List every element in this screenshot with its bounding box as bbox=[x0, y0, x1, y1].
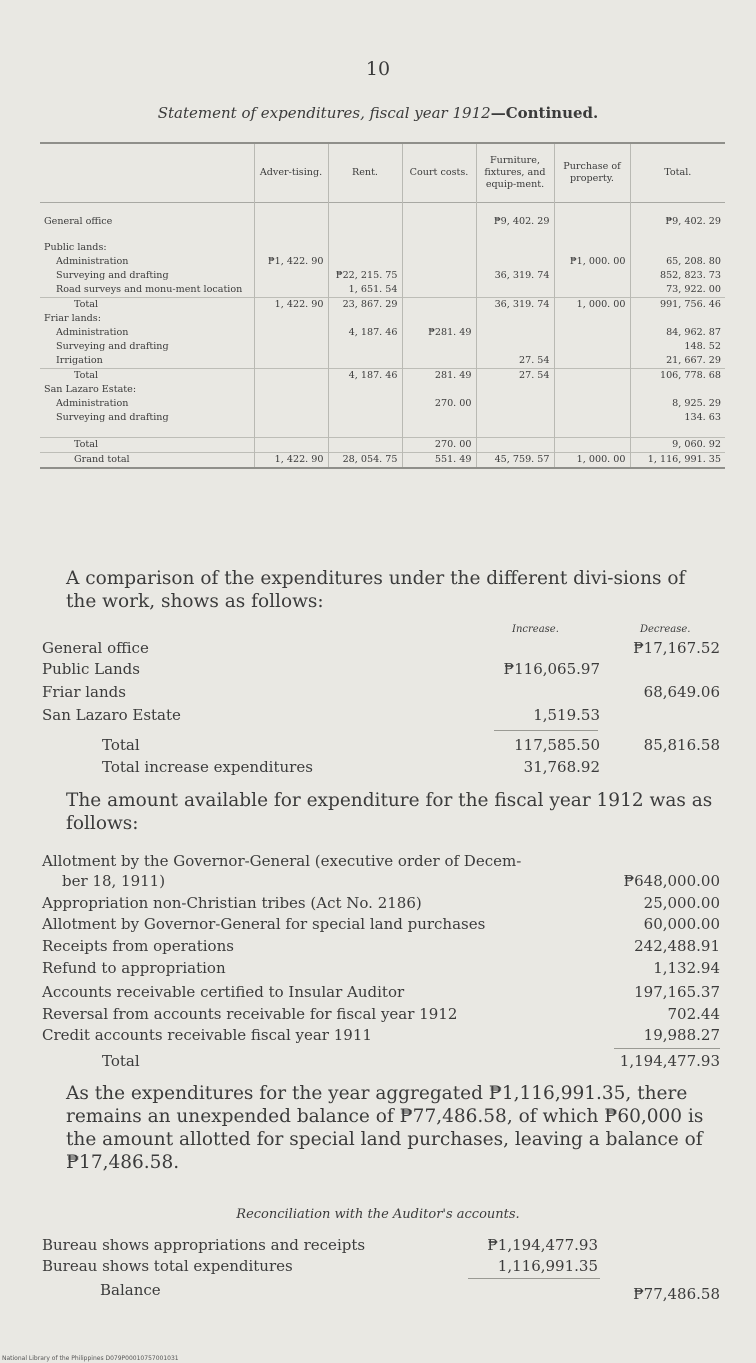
cell bbox=[254, 411, 328, 425]
row-label: Public Lands bbox=[42, 660, 140, 678]
cell bbox=[554, 397, 630, 411]
cell: ₱9, 402. 29 bbox=[630, 215, 725, 229]
table-row bbox=[40, 298, 725, 313]
row-label: Administration bbox=[56, 398, 129, 409]
cell bbox=[328, 397, 402, 411]
expenditures-table bbox=[40, 142, 725, 469]
cell bbox=[328, 340, 402, 354]
table-row bbox=[40, 241, 725, 255]
cell bbox=[402, 298, 476, 313]
library-footer: National Library of the Philippines D079P00010757001031 bbox=[2, 1355, 179, 1362]
cell bbox=[476, 411, 554, 425]
row-label: Grand total bbox=[40, 453, 254, 469]
rule bbox=[494, 730, 598, 731]
cell: 1, 422. 90 bbox=[254, 453, 328, 469]
cell: 27. 54 bbox=[476, 369, 554, 384]
cell: 134. 63 bbox=[630, 411, 725, 425]
header-furniture: Furniture, fixtures, and equip-ment. bbox=[476, 143, 554, 203]
table-caption bbox=[0, 104, 756, 122]
cell bbox=[328, 354, 402, 369]
cell bbox=[630, 383, 725, 397]
cell bbox=[554, 269, 630, 283]
cell: 1, 422. 90 bbox=[254, 298, 328, 313]
comparison-row bbox=[42, 660, 720, 678]
cell bbox=[254, 269, 328, 283]
row-value: ₱1,194,477.93 bbox=[487, 1236, 598, 1254]
row-label: Total increase expenditures bbox=[102, 758, 313, 776]
row-label: General office bbox=[42, 639, 149, 657]
cell bbox=[328, 383, 402, 397]
increase-header: Increase. bbox=[512, 624, 559, 635]
comparison-intro: A comparison of the expenditures under the different divi-sions of the work, shows as follows: bbox=[66, 568, 686, 612]
cell: ₱1, 422. 90 bbox=[254, 255, 328, 269]
cell bbox=[402, 241, 476, 255]
cell: 852, 823. 73 bbox=[630, 269, 725, 283]
cell: 270. 00 bbox=[402, 438, 476, 453]
row-label: General office bbox=[44, 216, 113, 227]
row-label: Allotment by the Governor-General (executive order of Decem- bbox=[42, 852, 522, 870]
cell bbox=[476, 340, 554, 354]
cell bbox=[254, 312, 328, 326]
cell bbox=[476, 255, 554, 269]
available-row bbox=[42, 983, 720, 1001]
cell: 281. 49 bbox=[402, 369, 476, 384]
row-label: Appropriation non-Christian tribes (Act No. 2186) bbox=[42, 894, 422, 912]
cell bbox=[254, 283, 328, 298]
cell bbox=[630, 312, 725, 326]
cell bbox=[254, 340, 328, 354]
cell: ₱9, 402. 29 bbox=[476, 215, 554, 229]
available-row bbox=[42, 1026, 720, 1044]
cell: 4, 187. 46 bbox=[328, 326, 402, 340]
decrease-value: 68,649.06 bbox=[643, 683, 720, 701]
rule bbox=[468, 1278, 600, 1279]
available-row bbox=[42, 894, 720, 912]
reconciliation-title: Reconciliation with the Auditor's accounts. bbox=[236, 1207, 520, 1222]
decrease-value: 85,816.58 bbox=[643, 736, 720, 754]
cell bbox=[476, 241, 554, 255]
reconciliation-balance-row bbox=[42, 1281, 720, 1303]
cell: ₱1, 000. 00 bbox=[554, 255, 630, 269]
row-label: Total bbox=[40, 369, 254, 384]
cell bbox=[554, 283, 630, 298]
cell: 84, 962. 87 bbox=[630, 326, 725, 340]
available-total-row bbox=[42, 1052, 720, 1070]
available-row bbox=[42, 937, 720, 955]
row-label: Administration bbox=[56, 256, 129, 267]
available-row bbox=[42, 1005, 720, 1023]
cell: 23, 867. 29 bbox=[328, 298, 402, 313]
table-row bbox=[40, 269, 725, 283]
balance-paragraph: As the expenditures for the year aggregated ₱1,116,991.35, there remains an unexpended balance of ₱77,486.58, of which ₱60,000 is the amount allotted for special land purchases, leaving a balance of ₱17,486.58. bbox=[66, 1083, 704, 1173]
row-label: Bureau shows appropriations and receipts bbox=[42, 1236, 366, 1254]
decrease-header: Decrease. bbox=[640, 624, 691, 635]
cell bbox=[254, 354, 328, 369]
row-value: 702.44 bbox=[667, 1005, 720, 1023]
cell bbox=[476, 397, 554, 411]
cell: 1, 116, 991. 35 bbox=[630, 453, 725, 469]
cell bbox=[554, 383, 630, 397]
cell bbox=[254, 397, 328, 411]
cell bbox=[554, 326, 630, 340]
table-row bbox=[40, 312, 725, 326]
table-row bbox=[40, 383, 725, 397]
row-label: San Lazaro Estate bbox=[42, 706, 181, 724]
row-value: 1,132.94 bbox=[653, 959, 720, 977]
comparison-row bbox=[42, 758, 720, 776]
reconciliation-row bbox=[42, 1257, 720, 1275]
available-row bbox=[42, 915, 720, 933]
cell bbox=[254, 383, 328, 397]
row-label: Public lands: bbox=[44, 242, 107, 253]
cell: 148. 52 bbox=[630, 340, 725, 354]
table-row bbox=[40, 354, 725, 369]
cell bbox=[476, 326, 554, 340]
table-row bbox=[40, 215, 725, 229]
cell bbox=[476, 383, 554, 397]
table-row bbox=[40, 397, 725, 411]
row-label: Irrigation bbox=[56, 355, 103, 366]
cell bbox=[476, 283, 554, 298]
cell bbox=[254, 241, 328, 255]
cell: 270. 00 bbox=[402, 397, 476, 411]
spacer-row bbox=[40, 229, 725, 241]
decrease-value: ₱17,167.52 bbox=[633, 639, 720, 657]
cell: 9, 060. 92 bbox=[630, 438, 725, 453]
spacer-row bbox=[40, 425, 725, 438]
table-row bbox=[40, 326, 725, 340]
cell bbox=[476, 438, 554, 453]
row-label-continued: ber 18, 1911) bbox=[62, 872, 166, 890]
comparison-row bbox=[42, 639, 720, 657]
cell: 1, 000. 00 bbox=[554, 298, 630, 313]
cell: 21, 667. 29 bbox=[630, 354, 725, 369]
cell bbox=[402, 215, 476, 229]
row-label: San Lazaro Estate: bbox=[44, 384, 137, 395]
page-number: 10 bbox=[365, 58, 391, 80]
cell bbox=[328, 255, 402, 269]
row-label: Administration bbox=[56, 327, 129, 338]
cell bbox=[476, 312, 554, 326]
available-row bbox=[42, 959, 720, 977]
cell: 4, 187. 46 bbox=[328, 369, 402, 384]
cell bbox=[554, 241, 630, 255]
cell bbox=[554, 354, 630, 369]
cell: 551. 49 bbox=[402, 453, 476, 469]
cell bbox=[328, 241, 402, 255]
header-rent: Rent. bbox=[328, 143, 402, 203]
row-value: ₱648,000.00 bbox=[623, 872, 720, 890]
caption-continued: —Continued. bbox=[490, 104, 599, 122]
cell: 73, 922. 00 bbox=[630, 283, 725, 298]
available-row bbox=[42, 852, 720, 870]
cell: 106, 778. 68 bbox=[630, 369, 725, 384]
row-label: Refund to appropriation bbox=[42, 959, 226, 977]
header-total: Total. bbox=[630, 143, 725, 203]
row-value: 60,000.00 bbox=[643, 915, 720, 933]
cell: 65, 208. 80 bbox=[630, 255, 725, 269]
cell bbox=[630, 241, 725, 255]
cell: 28, 054. 75 bbox=[328, 453, 402, 469]
header-blank bbox=[40, 143, 254, 203]
row-label: Bureau shows total expenditures bbox=[42, 1257, 293, 1275]
table-row bbox=[40, 453, 725, 469]
rule bbox=[614, 1048, 720, 1049]
balance-label: Balance bbox=[100, 1281, 161, 1299]
cell bbox=[402, 255, 476, 269]
row-label: Surveying and drafting bbox=[56, 270, 169, 281]
cell bbox=[402, 283, 476, 298]
row-label: Total bbox=[102, 1052, 140, 1070]
cell bbox=[554, 340, 630, 354]
row-value: 197,165.37 bbox=[634, 983, 720, 1001]
cell bbox=[328, 411, 402, 425]
available-intro: The amount available for expenditure for the fiscal year 1912 was as follows: bbox=[66, 790, 713, 834]
table-row bbox=[40, 369, 725, 384]
row-label: Credit accounts receivable fiscal year 1911 bbox=[42, 1026, 372, 1044]
cell bbox=[554, 312, 630, 326]
row-label: Accounts receivable certified to Insular Auditor bbox=[42, 983, 405, 1001]
comparison-row bbox=[42, 706, 720, 724]
row-label: Surveying and drafting bbox=[56, 341, 169, 352]
cell bbox=[402, 269, 476, 283]
row-label: Surveying and drafting bbox=[56, 412, 169, 423]
cell bbox=[328, 312, 402, 326]
balance-value: ₱77,486.58 bbox=[633, 1285, 720, 1303]
reconciliation-row bbox=[42, 1236, 720, 1254]
cell bbox=[254, 369, 328, 384]
increase-value: 31,768.92 bbox=[523, 758, 600, 776]
cell: 36, 319. 74 bbox=[476, 298, 554, 313]
cell: 991, 756. 46 bbox=[630, 298, 725, 313]
table-row bbox=[40, 283, 725, 298]
cell: 45, 759. 57 bbox=[476, 453, 554, 469]
row-label: Allotment by Governor-General for special land purchases bbox=[42, 915, 486, 933]
comparison-row bbox=[42, 683, 720, 701]
table-row bbox=[40, 438, 725, 453]
cell bbox=[328, 215, 402, 229]
table-row bbox=[40, 411, 725, 425]
cell bbox=[402, 312, 476, 326]
comparison-total-row bbox=[42, 736, 720, 754]
cell bbox=[554, 438, 630, 453]
spacer-row bbox=[40, 203, 725, 216]
row-label: Friar lands bbox=[42, 683, 126, 701]
row-label: Total bbox=[40, 298, 254, 313]
cell: 8, 925. 29 bbox=[630, 397, 725, 411]
row-label: Road surveys and monu-ment location bbox=[56, 284, 243, 295]
cell bbox=[402, 411, 476, 425]
cell: ₱281. 49 bbox=[402, 326, 476, 340]
header-court-costs: Court costs. bbox=[402, 143, 476, 203]
cell: 27. 54 bbox=[476, 354, 554, 369]
row-value: 19,988.27 bbox=[643, 1026, 720, 1044]
cell bbox=[402, 340, 476, 354]
caption-title: Statement of expenditures, fiscal year 1912 bbox=[157, 104, 491, 122]
table-row bbox=[40, 255, 725, 269]
row-label: Friar lands: bbox=[44, 313, 101, 324]
row-value: 25,000.00 bbox=[643, 894, 720, 912]
cell bbox=[328, 438, 402, 453]
cell bbox=[554, 411, 630, 425]
cell: 1, 651. 54 bbox=[328, 283, 402, 298]
table-row bbox=[40, 340, 725, 354]
cell: ₱22, 215. 75 bbox=[328, 269, 402, 283]
row-value: 1,194,477.93 bbox=[619, 1052, 720, 1070]
cell: 1, 000. 00 bbox=[554, 453, 630, 469]
increase-value: 1,519.53 bbox=[533, 706, 600, 724]
row-label: Total bbox=[102, 736, 140, 754]
cell bbox=[254, 438, 328, 453]
table-header-row bbox=[40, 143, 725, 203]
row-value: 242,488.91 bbox=[634, 937, 720, 955]
increase-value: ₱116,065.97 bbox=[503, 660, 600, 678]
available-row bbox=[42, 872, 720, 890]
cell bbox=[402, 383, 476, 397]
header-purchase: Purchase of property. bbox=[554, 143, 630, 203]
row-label: Receipts from operations bbox=[42, 937, 234, 955]
header-advertising: Adver-tising. bbox=[254, 143, 328, 203]
cell bbox=[554, 369, 630, 384]
cell bbox=[554, 215, 630, 229]
cell bbox=[254, 215, 328, 229]
row-value: 1,116,991.35 bbox=[497, 1257, 598, 1275]
increase-value: 117,585.50 bbox=[514, 736, 600, 754]
row-label: Reversal from accounts receivable for fiscal year 1912 bbox=[42, 1005, 458, 1023]
cell: 36, 319. 74 bbox=[476, 269, 554, 283]
row-label: Total bbox=[40, 438, 254, 453]
cell bbox=[402, 354, 476, 369]
cell bbox=[254, 326, 328, 340]
